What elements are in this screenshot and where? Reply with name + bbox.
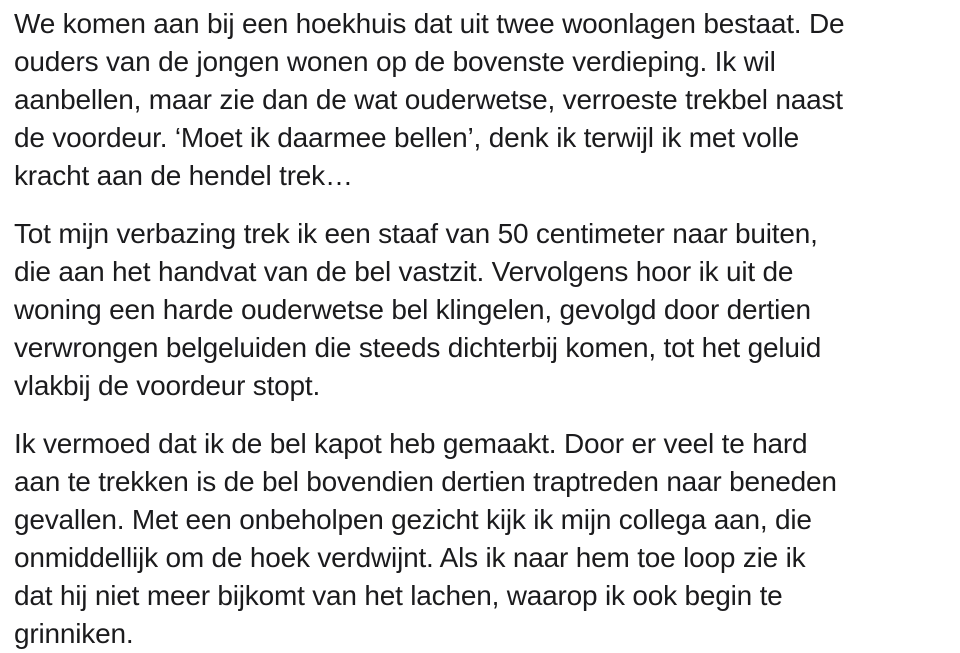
text-line: kracht aan de hendel trek… <box>14 160 353 191</box>
text-line: dat hij niet meer bijkomt van het lachen, waarop ik ook begin te <box>14 580 783 611</box>
text-line: aan te trekken is de bel bovendien dertien traptreden naar beneden <box>14 466 837 497</box>
text-line: We komen aan bij een hoekhuis dat uit twee woonlagen bestaat. De <box>14 8 845 39</box>
paragraph-3 <box>14 425 952 653</box>
paragraph-1 <box>14 5 952 195</box>
text-line: gevallen. Met een onbeholpen gezicht kijk ik mijn collega aan, die <box>14 504 812 535</box>
text-line: aanbellen, maar zie dan de wat ouderwetse, verroeste trekbel naast <box>14 84 843 115</box>
paragraph-2 <box>14 215 952 405</box>
text-line: onmiddellijk om de hoek verdwijnt. Als ik naar hem toe loop zie ik <box>14 542 806 573</box>
text-line: de voordeur. ‘Moet ik daarmee bellen’, denk ik terwijl ik met volle <box>14 122 799 153</box>
text-line: woning een harde ouderwetse bel klingelen, gevolgd door dertien <box>14 294 811 325</box>
text-line: Tot mijn verbazing trek ik een staaf van 50 centimeter naar buiten, <box>14 218 818 249</box>
text-line: grinniken. <box>14 618 134 649</box>
text-line: Ik vermoed dat ik de bel kapot heb gemaakt. Door er veel te hard <box>14 428 808 459</box>
text-line: verwrongen belgeluiden die steeds dichterbij komen, tot het geluid <box>14 332 822 363</box>
text-line: ouders van de jongen wonen op de bovenste verdieping. Ik wil <box>14 46 776 77</box>
text-line: vlakbij de voordeur stopt. <box>14 370 321 401</box>
text-line: die aan het handvat van de bel vastzit. Vervolgens hoor ik uit de <box>14 256 794 287</box>
